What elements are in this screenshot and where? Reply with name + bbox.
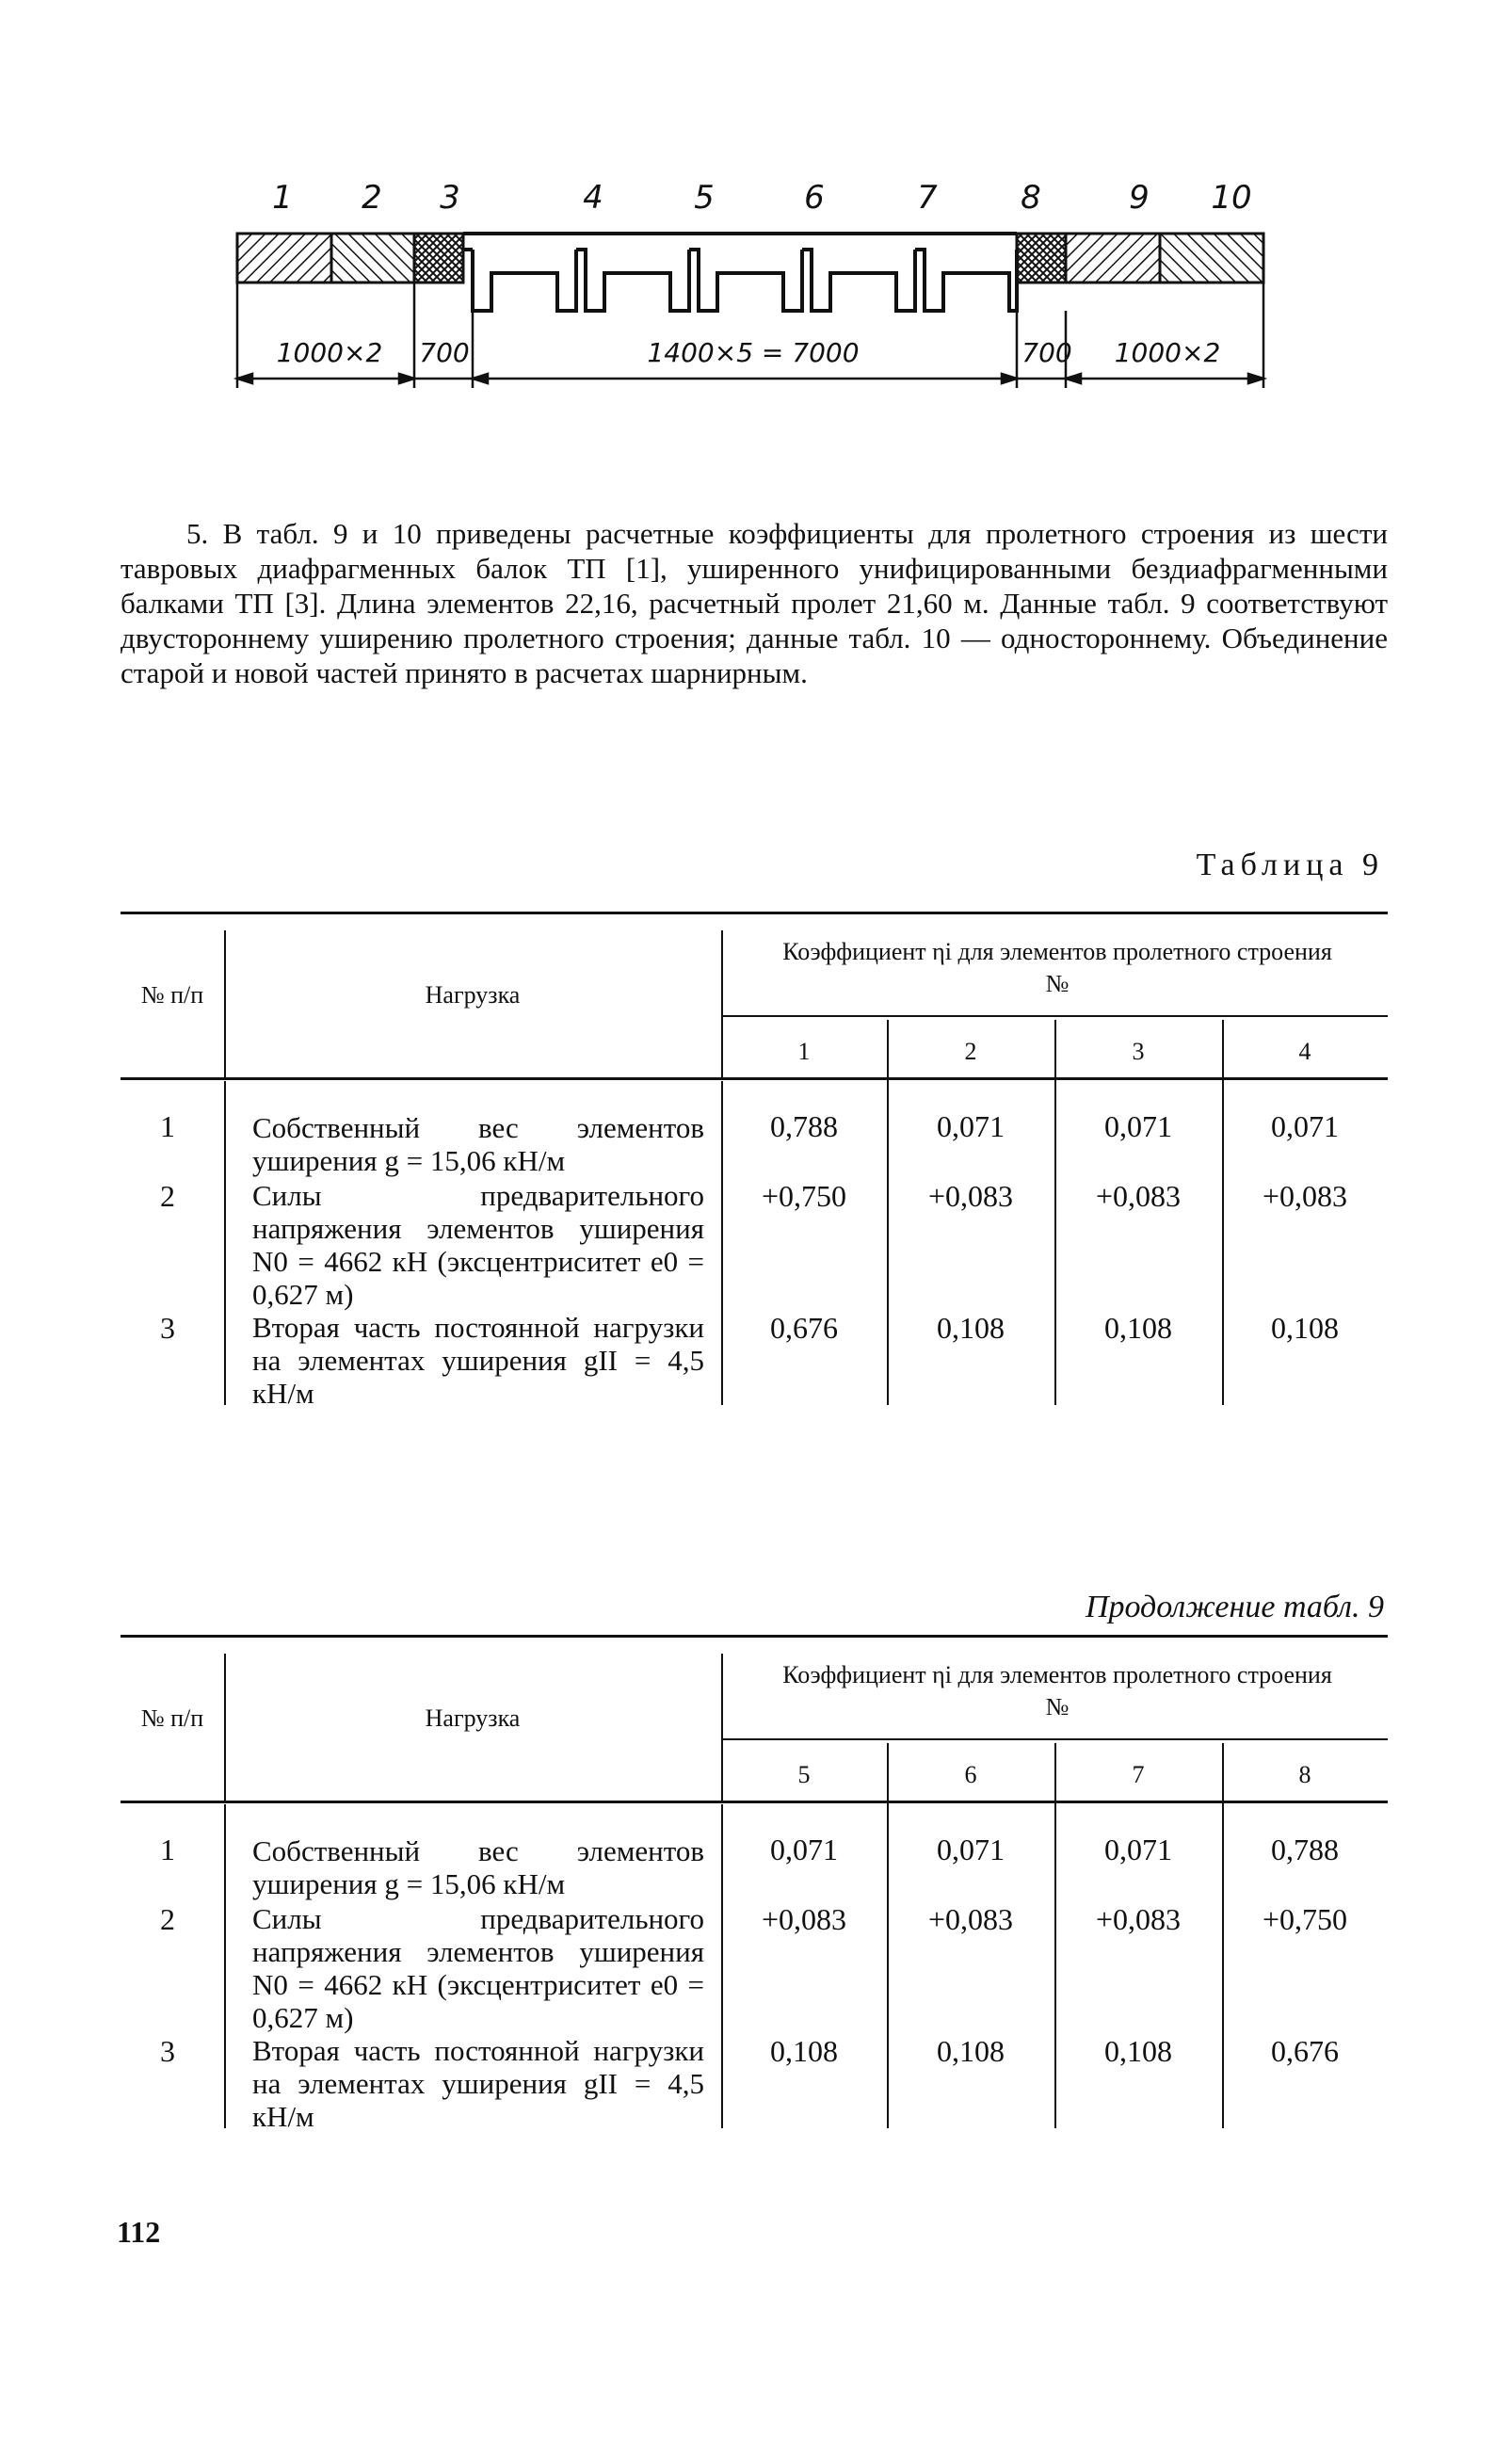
paragraph-text: 5. В табл. 9 и 10 приведены расчетные коэффициенты для пролетного строения из шести тавровых диафрагменных балок ТП [1], уширенного унифицированными бездиафрагменными балками ТП [3]. Длина элементов 22,16, расчетный пролет 21,60 м. Данные табл. 9 соответствуют двустороннему уширению пролетного строения; данные табл. 10 — одностороннему. Объединение старой и новой частей принято в расчетах шарнирным. bbox=[121, 517, 1388, 689]
table-cell-value: 0,071 bbox=[937, 1833, 1005, 1866]
column-header-num: № п/п bbox=[140, 981, 204, 1009]
table-cell-value: +0,083 bbox=[927, 1179, 1014, 1213]
element-col-header: 1 bbox=[797, 1038, 811, 1065]
table-cell-value: 0,071 bbox=[1271, 1109, 1339, 1143]
column-header-load: Нагрузка bbox=[425, 1704, 521, 1732]
element-number-6: 6 bbox=[804, 179, 825, 217]
element-number-3: 3 bbox=[440, 179, 460, 217]
cross-section-diagram bbox=[226, 179, 1299, 405]
column-header-coefficient: Коэффициент ηi для элементов пролетного строения № bbox=[782, 1661, 1332, 1720]
element-number-8: 8 bbox=[1021, 179, 1041, 217]
element-col-header: 7 bbox=[1132, 1761, 1145, 1788]
row-number: 3 bbox=[160, 2034, 175, 2068]
element-col-header: 4 bbox=[1298, 1038, 1311, 1065]
column-header-load: Нагрузка bbox=[425, 981, 521, 1009]
dimension-beams: 1400×5 = 7000 bbox=[647, 337, 860, 368]
coefficient-table-9 bbox=[121, 912, 1388, 1439]
row-load: Собственный вес элементов уширения g = 15,06 кН/м bbox=[252, 1834, 704, 1900]
table-cell-value: +0,083 bbox=[1095, 1902, 1182, 1936]
table-cell-value: 0,108 bbox=[1104, 1311, 1172, 1345]
table-cell-value: +0,083 bbox=[761, 1902, 847, 1936]
column-header-num: № п/п bbox=[140, 1704, 204, 1732]
table-cell-value: 0,071 bbox=[937, 1109, 1005, 1143]
cross-section-drawing bbox=[226, 179, 1299, 405]
dimension-right-slabs: 1000×2 bbox=[1114, 337, 1221, 368]
table-cell-value: 0,788 bbox=[770, 1109, 838, 1143]
coefficient-table-9-continuation bbox=[121, 1635, 1388, 2162]
table-cell-value: 0,071 bbox=[1104, 1109, 1172, 1143]
element-col-header: 6 bbox=[964, 1761, 977, 1788]
table-cell-value: 0,071 bbox=[1104, 1833, 1172, 1866]
element-number-2: 2 bbox=[362, 179, 382, 217]
element-col-header: 2 bbox=[964, 1038, 977, 1065]
element-number-5: 5 bbox=[694, 179, 715, 217]
table-cell-value: 0,676 bbox=[770, 1311, 838, 1345]
table-cell-value: 0,108 bbox=[770, 2034, 838, 2068]
element-number-10: 10 bbox=[1211, 179, 1252, 217]
dimension-right-joint: 700 bbox=[1021, 337, 1072, 368]
element-col-header: 8 bbox=[1298, 1761, 1311, 1788]
table-cell-value: 0,676 bbox=[1271, 2034, 1339, 2068]
table-cell-value: 0,108 bbox=[1104, 2034, 1172, 2068]
row-number: 1 bbox=[160, 1109, 175, 1143]
element-col-header: 3 bbox=[1132, 1038, 1145, 1065]
dimension-left-slabs: 1000×2 bbox=[276, 337, 383, 368]
element-number-9: 9 bbox=[1129, 179, 1150, 217]
table-cell-value: +0,750 bbox=[1262, 1902, 1348, 1936]
row-load: Вторая часть постоянной нагрузки на элементах уширения gII = 4,5 кН/м bbox=[252, 1311, 704, 1410]
row-number: 3 bbox=[160, 1311, 175, 1345]
table-caption: Таблица 9 bbox=[1196, 848, 1384, 882]
row-number: 2 bbox=[160, 1902, 175, 1936]
table-cell-value: +0,083 bbox=[1262, 1179, 1348, 1213]
table-cell-value: +0,750 bbox=[761, 1179, 847, 1213]
row-load: Собственный вес элементов уширения g = 15,06 кН/м bbox=[252, 1111, 704, 1177]
table-cell-value: +0,083 bbox=[927, 1902, 1014, 1936]
table-cell-value: 0,108 bbox=[937, 2034, 1005, 2068]
table-cell-value: 0,788 bbox=[1271, 1833, 1339, 1866]
body-paragraph bbox=[121, 516, 1388, 690]
table-cell-value: 0,108 bbox=[1271, 1311, 1339, 1345]
element-number-7: 7 bbox=[917, 179, 938, 217]
row-load: Вторая часть постоянной нагрузки на элементах уширения gII = 4,5 кН/м bbox=[252, 2034, 704, 2133]
row-number: 1 bbox=[160, 1833, 175, 1866]
row-load: Силы предварительного напряжения элементов уширения N0 = 4662 кН (эксцентриситет e0 = 0,627 м) bbox=[252, 1179, 704, 1311]
table-cell-value: 0,108 bbox=[937, 1311, 1005, 1345]
row-number: 2 bbox=[160, 1179, 175, 1213]
table-caption-continuation: Продолжение табл. 9 bbox=[1085, 1590, 1384, 1624]
element-number-1: 1 bbox=[272, 179, 293, 217]
table-cell-value: +0,083 bbox=[1095, 1179, 1182, 1213]
dimension-left-joint: 700 bbox=[419, 337, 470, 368]
page-number: 112 bbox=[117, 2215, 161, 2249]
column-header-coefficient: Коэффициент ηi для элементов пролетного строения № bbox=[782, 938, 1332, 997]
table-cell-value: 0,071 bbox=[770, 1833, 838, 1866]
row-load: Силы предварительного напряжения элементов уширения N0 = 4662 кН (эксцентриситет e0 = 0,627 м) bbox=[252, 1902, 704, 2034]
element-number-4: 4 bbox=[583, 179, 603, 217]
element-col-header: 5 bbox=[797, 1761, 811, 1788]
